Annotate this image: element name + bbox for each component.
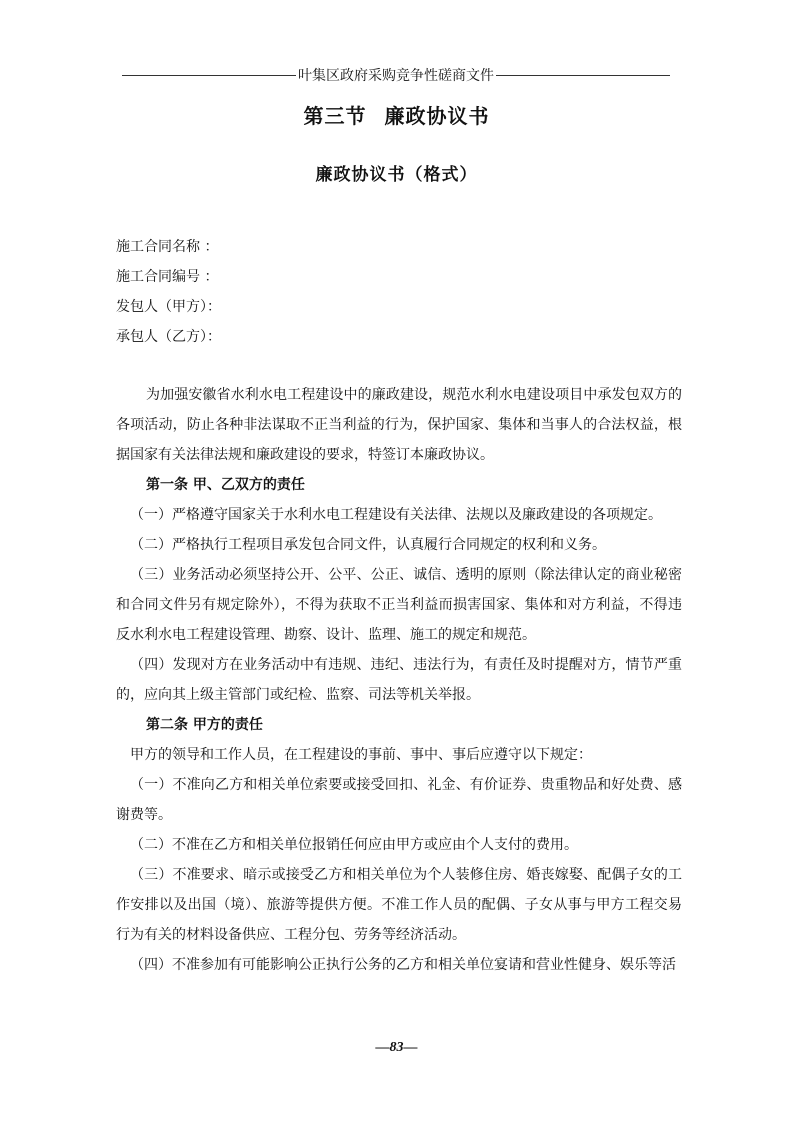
header-rule-right xyxy=(496,75,670,76)
section-title: 第三节 廉政协议书 xyxy=(303,104,490,128)
article-1-clause-1: （一）严格遵守国家关于水利水电工程建设有关法律、法规以及廉政建设的各项规定。 xyxy=(130,507,662,523)
article-1-clause-2: （二）严格执行工程项目承发包合同文件，认真履行合同规定的权利和义务。 xyxy=(130,537,606,553)
running-header xyxy=(122,64,670,86)
intro-paragraph: 为加强安徽省水利水电工程建设中的廉政建设，规范水利水电建设项目中承发包双方的各项活动，防止各种非法谋取不正当利益的行为，保护国家、集体和当事人的合法权益，根据国家有关法律法规和廉政建设的要求，特签订本廉政协议。 xyxy=(116,387,682,463)
article-2-clause-1: （一）不准向乙方和相关单位索要或接受回扣、礼金、有价证券、贵重物品和好处费、感谢费等。 xyxy=(116,777,682,823)
article-1-heading: 第一条 甲、乙双方的责任 xyxy=(146,477,305,493)
article-2-heading: 第二条 甲方的责任 xyxy=(146,717,263,733)
article-2-intro: 甲方的领导和工作人员，在工程建设的事前、事中、事后应遵守以下规定： xyxy=(130,747,592,763)
header-rule-left xyxy=(122,75,296,76)
article-2-clause-4: （四）不准参加有可能影响公正执行公务的乙方和相关单位宴请和营业性健身、娱乐等活 xyxy=(130,957,676,973)
field-party-a: 发包人（甲方）： xyxy=(116,299,221,315)
article-1-clause-3: （三）业务活动必须坚持公开、公平、公正、诚信、透明的原则（除法律认定的商业秘密和合同文件另有规定除外），不得为获取不正当利益而损害国家、集体和对方利益，不得违反水利水电工程建设管理、勘察、设计、监理、施工的规定和规范。 xyxy=(116,567,682,643)
article-2-clause-2: （二）不准在乙方和相关单位报销任何应由甲方或应由个人支付的费用。 xyxy=(130,837,578,853)
article-1-clause-4: （四）发现对方在业务活动中有违规、违纪、违法行为，有责任及时提醒对方，情节严重的，应向其上级主管部门或纪检、监察、司法等机关举报。 xyxy=(116,657,682,703)
field-contract-name: 施工合同名称 ： xyxy=(116,239,219,255)
field-contract-number: 施工合同编号 ： xyxy=(116,269,219,285)
header-title: 叶集区政府采购竞争性磋商文件 xyxy=(298,68,494,84)
article-2-clause-3: （三）不准要求、暗示或接受乙方和相关单位为个人装修住房、婚丧嫁娶、配偶子女的工作安排以及出国（境）、旅游等提供方便。不准工作人员的配偶、子女从事与甲方工程交易行为有关的材料设备供应、工程分包、劳务等经济活动。 xyxy=(116,867,682,943)
agreement-body xyxy=(116,380,682,980)
page-number: —83— xyxy=(375,1040,418,1055)
field-party-b: 承包人（乙方）： xyxy=(116,329,221,345)
contract-fields xyxy=(116,232,221,352)
document-title: 廉政协议书（格式） xyxy=(315,165,478,185)
